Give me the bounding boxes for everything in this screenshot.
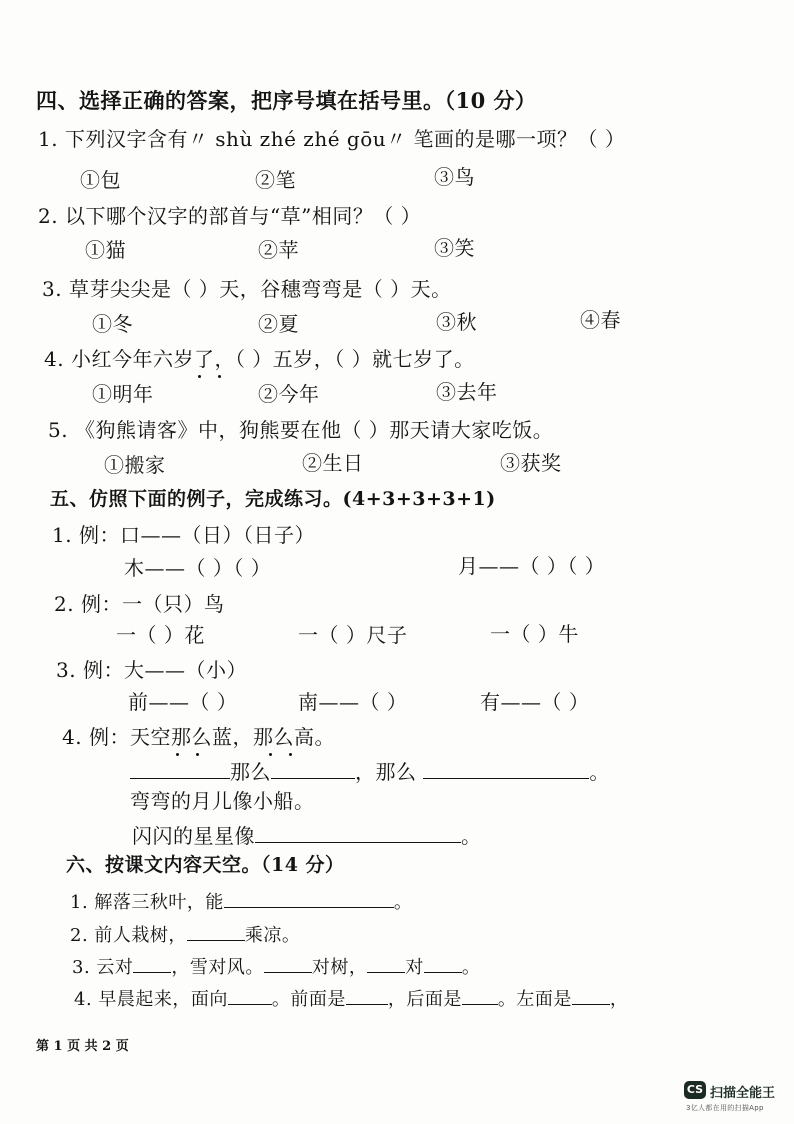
section-6-title: 六、按课文内容天空。（14 分）: [66, 854, 345, 876]
exercise-4-line-3: [132, 824, 482, 846]
fill-line-1-text: 1. 解落三秋叶，能: [70, 892, 224, 913]
exercise-4-word: 那么: [230, 760, 271, 784]
exercise-3-example: 3. 例：大——（小）: [56, 658, 247, 682]
exercise-1-item-b: 月——（ ）（ ）: [458, 554, 606, 578]
q4-option-2: ②今年: [258, 382, 320, 406]
camscanner-logo-icon: CS: [684, 1081, 706, 1099]
exercise-1-item-a: 木——（ ）（ ）: [124, 556, 272, 580]
fill-line-2: [70, 922, 300, 945]
question-1-text: 1. 下列汉字含有〃 shù zhé zhé gōu〃 笔画的是哪一项？（ ）: [38, 127, 626, 151]
q3-option-4: ④春: [580, 308, 621, 332]
exercise-2-item-b: 一（ ）尺子: [298, 623, 408, 647]
q5-option-3: ③获奖: [500, 451, 562, 475]
emphasis-dot: [196, 753, 199, 756]
answer-blank[interactable]: [224, 889, 394, 908]
page-number: 第 1 页 共 2 页: [36, 1039, 129, 1054]
fill-line-4: [74, 986, 628, 1009]
fill-line-3-text: 对树，: [311, 957, 368, 978]
fill-line-3-text: 3. 云对: [72, 957, 134, 978]
fill-line-1-end: 。: [393, 892, 413, 913]
fill-line-4-text: ，后面是: [387, 989, 462, 1010]
brand-name: 扫描全能王: [710, 1086, 776, 1101]
exercise-1-example: 1. 例：口——（日）（日子）: [52, 523, 315, 547]
answer-blank[interactable]: [367, 954, 405, 973]
exercise-4-end-mark: 。: [589, 760, 610, 784]
fill-line-3-text: 对: [405, 957, 424, 978]
q2-option-1: ①猫: [85, 238, 126, 262]
fill-line-2-text: 2. 前人栽树，: [70, 925, 187, 946]
answer-blank[interactable]: [423, 760, 589, 779]
brand-tagline: 3亿人都在用的扫描App: [686, 1104, 764, 1112]
answer-blank[interactable]: [228, 986, 272, 1005]
q4-option-3: ③去年: [436, 380, 498, 404]
answer-blank[interactable]: [462, 986, 498, 1005]
exercise-2-item-c: 一（ ）牛: [490, 622, 579, 646]
q1-option-3: ③鸟: [434, 165, 475, 189]
exercise-4-word: ，那么: [355, 760, 417, 784]
q4-option-1: ①明年: [92, 382, 154, 406]
fill-line-4-end: ，: [609, 989, 629, 1010]
q2-option-3: ③笑: [434, 236, 475, 260]
q3-option-2: ②夏: [258, 312, 299, 336]
exercise-2-example: 2. 例：一（只）鸟: [54, 592, 225, 616]
section-4-title: 四、选择正确的答案，把序号填在括号里。（10 分）: [36, 88, 537, 113]
question-2-text: 2. 以下哪个汉字的部首与“草”相同？（ ）: [38, 204, 422, 228]
q1-option-1: ①包: [80, 168, 121, 192]
answer-blank[interactable]: [572, 986, 610, 1005]
q2-option-2: ②苹: [258, 238, 299, 262]
exercise-4-example: 4. 例：天空那么蓝，那么高。: [62, 725, 335, 749]
q1-option-2: ②笔: [255, 168, 296, 192]
exercise-3-item-a: 前——（ ）: [128, 690, 238, 714]
answer-blank[interactable]: [130, 760, 230, 779]
exercise-4-line-3-text: 闪闪的星星像: [132, 824, 255, 848]
fill-line-4-text: 。前面是: [271, 989, 346, 1010]
answer-blank[interactable]: [264, 954, 312, 973]
emphasis-dot: [218, 375, 221, 378]
fill-line-3-end: 。: [461, 957, 481, 978]
emphasis-dot: [176, 753, 179, 756]
q5-option-1: ①搬家: [104, 453, 166, 477]
question-5-text: 5. 《狗熊请客》中，狗熊要在他（ ）那天请大家吃饭。: [48, 418, 554, 442]
q5-option-2: ②生日: [302, 451, 364, 475]
answer-blank[interactable]: [133, 954, 171, 973]
emphasis-dot: [269, 753, 272, 756]
exercise-4-line-2: 弯弯的月儿像小船。: [130, 789, 315, 813]
fill-line-4-text: 。左面是: [497, 989, 572, 1010]
answer-blank[interactable]: [424, 954, 462, 973]
answer-blank[interactable]: [271, 760, 355, 779]
section-5-title: 五、仿照下面的例子，完成练习。(4+3+3+3+1): [50, 488, 496, 510]
q3-option-3: ③秋: [436, 310, 477, 334]
answer-blank[interactable]: [187, 922, 245, 941]
answer-blank[interactable]: [346, 986, 388, 1005]
fill-line-3: [72, 954, 480, 977]
exercise-4-line-1: [130, 760, 610, 782]
fill-line-3-text: ，雪对风。: [171, 957, 264, 978]
q3-option-1: ①冬: [92, 312, 133, 336]
exercise-4-end-mark: 。: [461, 824, 482, 848]
exercise-3-item-c: 有——（ ）: [480, 690, 590, 714]
emphasis-dot: [198, 375, 201, 378]
emphasis-dot: [289, 753, 292, 756]
fill-line-1: [70, 889, 412, 912]
fill-line-4-text: 4. 早晨起来，面向: [74, 989, 228, 1010]
exercise-3-item-b: 南——（ ）: [298, 690, 408, 714]
exercise-2-item-a: 一（ ）花: [116, 623, 205, 647]
fill-line-2-end: 乘凉。: [244, 925, 301, 946]
answer-blank[interactable]: [255, 824, 461, 843]
question-4-text: 4. 小红今年六岁了，（ ）五岁，（ ）就七岁了。: [44, 347, 475, 371]
question-3-text: 3. 草芽尖尖是（ ）天，谷穗弯弯是（ ）天。: [42, 277, 452, 301]
